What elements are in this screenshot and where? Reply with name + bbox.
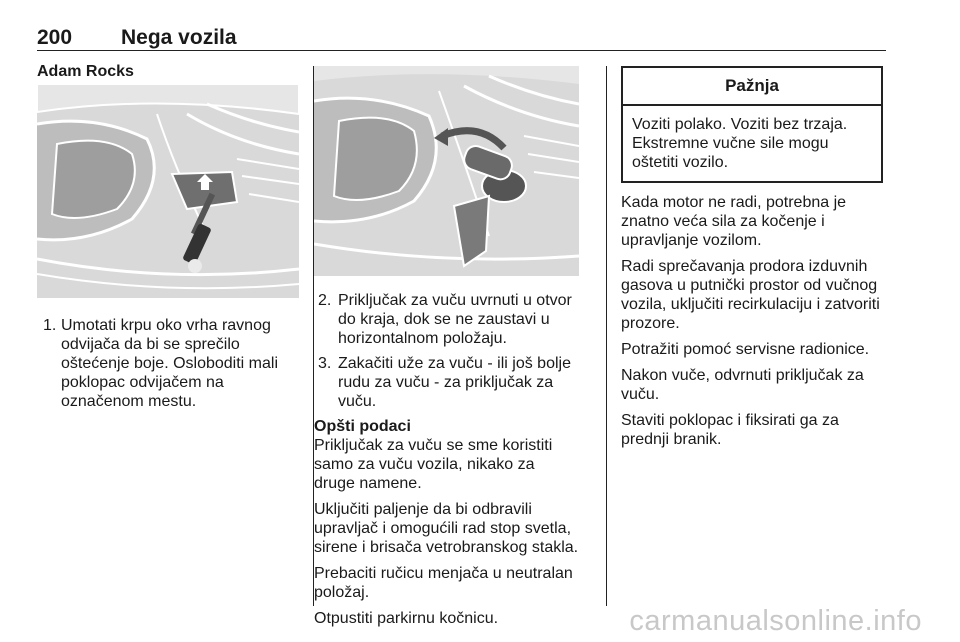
header-rule	[37, 50, 886, 51]
step-1	[37, 316, 299, 411]
paragraph: Radi sprečavanja prodora izduvnih gasova u putnički prostor od vučnog vozila, uključiti recirkulaciju i zatvoriti prozore.	[621, 258, 880, 332]
step-number: 1.	[43, 317, 57, 334]
step-number: 3.	[318, 355, 332, 372]
notice-text: Voziti polako. Voziti bez trzaja. Ekstremne vučne sile mogu oštetiti vozilo.	[632, 116, 848, 171]
notice-title: Pažnja	[623, 68, 881, 106]
step-text: Priključak za vuču uvrnuti u otvor do kraja, dok se ne zaustavi u horizontalnom položaju.	[338, 292, 572, 347]
column-3	[621, 66, 887, 456]
page-title: Nega vozila	[121, 26, 237, 49]
paragraph: Priključak za vuču se sme koristiti samo za vuču vozila, nikako za druge namene.	[314, 437, 553, 492]
subheading-general-info: Opšti podaci	[314, 418, 411, 435]
section-title: Adam Rocks	[37, 63, 134, 80]
column-divider	[606, 66, 607, 606]
paragraph: Staviti poklopac i fiksirati ga za prednji branik.	[621, 412, 839, 448]
step-number: 2.	[318, 292, 332, 309]
step-3	[314, 354, 579, 411]
step-2	[314, 291, 579, 348]
page-number: 200	[37, 26, 73, 49]
step-text: Umotati krpu oko vrha ravnog odvijača da bi se sprečilo oštećenje boje. Osloboditi mali poklopac odvijačem na označenom mestu.	[61, 317, 279, 410]
paragraph: Nakon vuče, odvrnuti priključak za vuču.	[621, 367, 864, 403]
page-header	[37, 26, 886, 50]
paragraph: Kada motor ne radi, potrebna je znatno veća sila za kočenje i upravljanje vozilom.	[621, 194, 847, 249]
watermark: carmanualsonline.info	[629, 605, 922, 637]
step-text: Zakačiti uže za vuču - ili još bolje rudu za vuču - za priključak za vuču.	[338, 355, 571, 410]
caution-notice	[621, 66, 883, 183]
column-2	[314, 66, 579, 635]
tow-eye-installation-illustration	[314, 66, 579, 276]
paragraph: Uključiti paljenje da bi odbravili upravljač i omogućili rad stop svetla, sirene i brisača vetrobranskog stakla.	[314, 501, 579, 556]
paragraph: Prebaciti ručicu menjača u neutralan položaj.	[314, 565, 573, 601]
paragraph: Otpustiti parkirnu kočnicu.	[314, 610, 499, 627]
bumper-cover-removal-illustration	[37, 84, 299, 298]
column-1	[37, 62, 299, 411]
paragraph: Potražiti pomoć servisne radionice.	[621, 341, 870, 358]
